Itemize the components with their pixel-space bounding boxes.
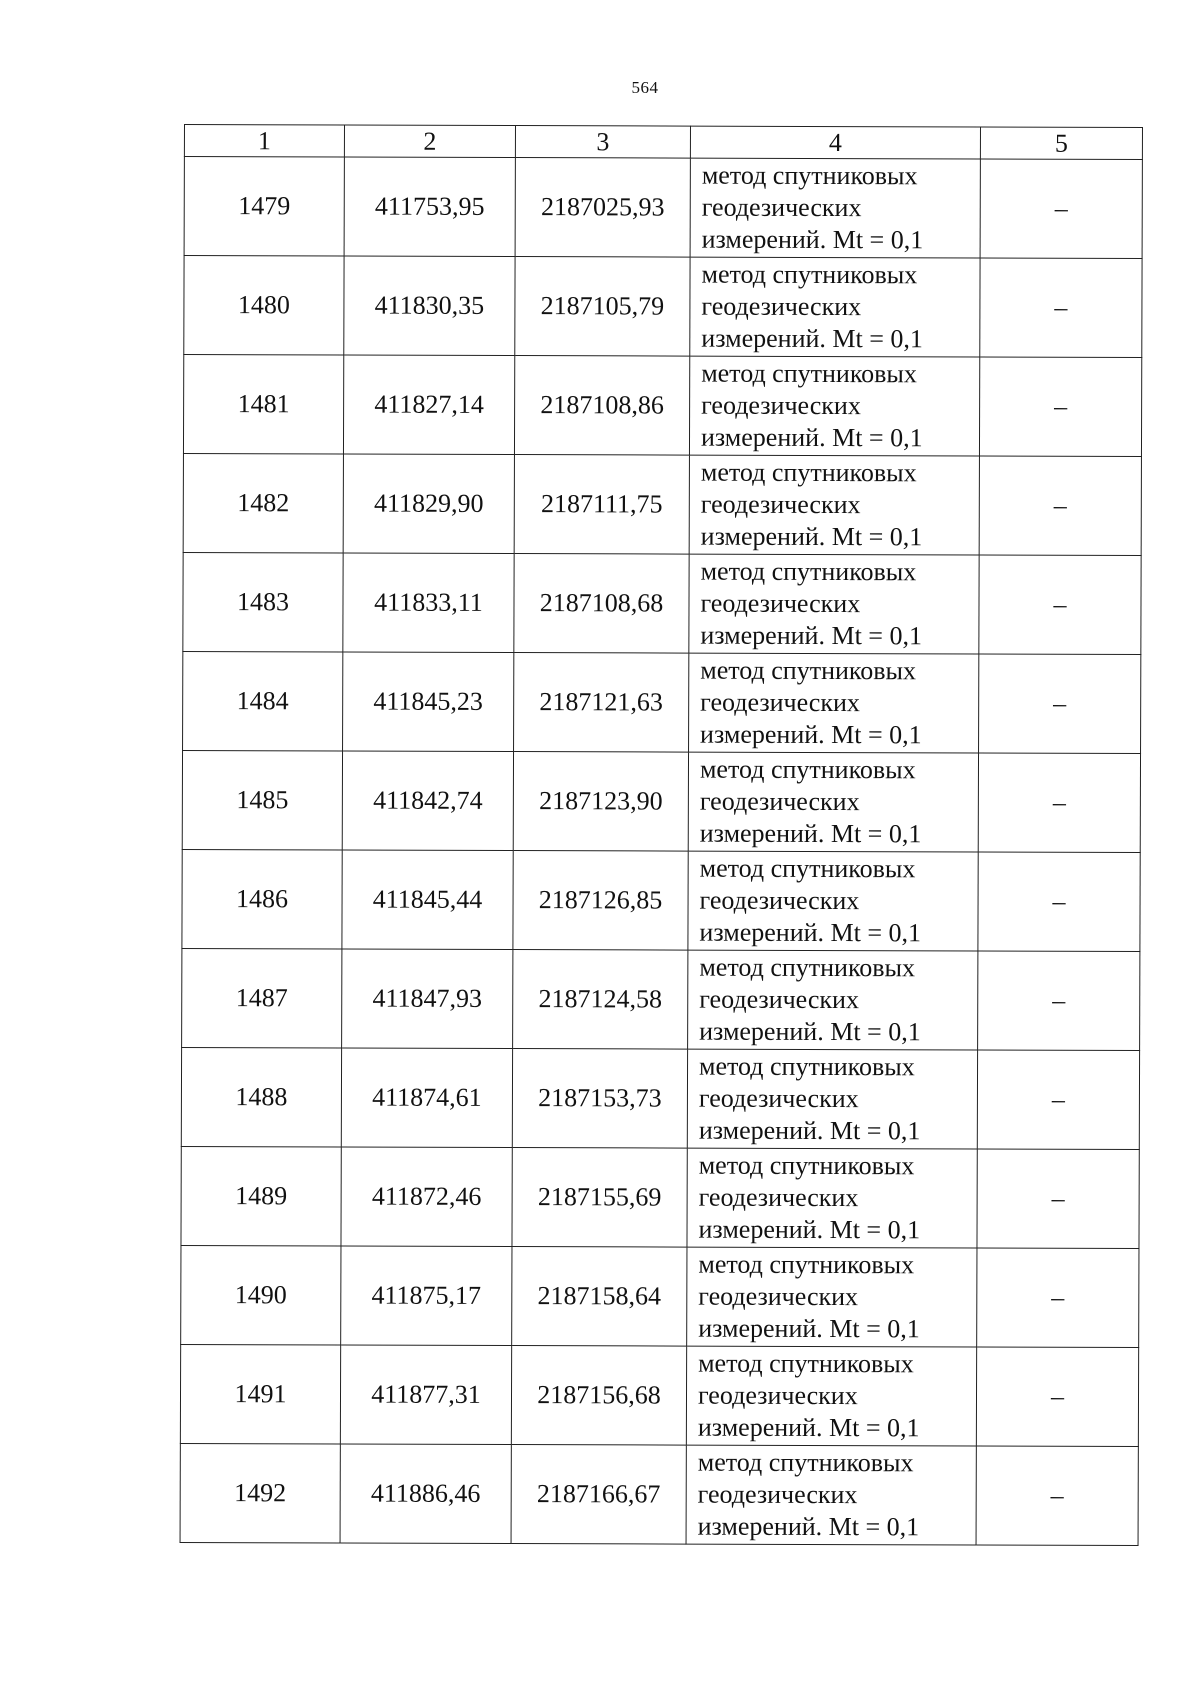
note-cell: –: [976, 1347, 1138, 1447]
page-number: 564: [631, 78, 659, 97]
table-row: [183, 355, 1141, 457]
point-number-cell: 1482: [183, 453, 343, 553]
point-number-cell: 1485: [182, 750, 342, 850]
y-coordinate-cell: 2187156,68: [511, 1346, 686, 1446]
method-cell: [688, 950, 978, 1050]
y-coordinate-cell: 2187108,86: [514, 356, 689, 456]
method-line: измерений. Mt = 0,1: [699, 1016, 921, 1047]
table-row: [182, 948, 1140, 1050]
method-cell: [690, 257, 980, 357]
method-cell: [688, 851, 978, 951]
method-cell: [690, 158, 980, 258]
coordinates-table: [180, 124, 1143, 1546]
method-cell: [686, 1346, 976, 1446]
note-cell: –: [979, 456, 1141, 556]
y-coordinate-cell: 2187108,68: [514, 554, 689, 654]
method-line: метод спутниковых: [699, 853, 916, 884]
table-row: [181, 1047, 1139, 1149]
x-coordinate-cell: 411829,90: [343, 454, 514, 554]
x-coordinate-cell: 411753,95: [344, 157, 515, 257]
method-line: метод спутниковых: [699, 952, 916, 983]
point-number-cell: 1481: [183, 355, 343, 455]
x-coordinate-cell: 411877,31: [340, 1345, 511, 1445]
method-cell: [687, 1247, 977, 1347]
method-line: геодезических: [697, 1380, 858, 1411]
method-line: метод спутниковых: [698, 1249, 915, 1280]
x-coordinate-cell: 411842,74: [342, 751, 513, 851]
table-body: [180, 157, 1142, 1546]
method-line: измерений. Mt = 0,1: [700, 521, 923, 552]
table-row: [183, 651, 1141, 753]
method-line: метод спутниковых: [700, 655, 917, 686]
note-cell: –: [978, 753, 1140, 853]
table-row: [181, 1245, 1139, 1347]
column-header-1: 1: [184, 125, 344, 158]
point-number-cell: 1490: [181, 1245, 341, 1345]
method-line: измерений. Mt = 0,1: [701, 224, 924, 255]
table-row: [183, 552, 1141, 654]
y-coordinate-cell: 2187166,67: [511, 1445, 686, 1545]
y-coordinate-cell: 2187121,63: [514, 653, 689, 753]
method-cell: [687, 1049, 977, 1149]
note-cell: –: [977, 1149, 1139, 1249]
method-line: геодезических: [698, 1083, 859, 1114]
method-cell: [687, 1148, 977, 1248]
method-line: измерений. Mt = 0,1: [698, 1313, 920, 1344]
table-row: [180, 1344, 1138, 1446]
method-line: измерений. Mt = 0,1: [700, 719, 922, 750]
x-coordinate-cell: 411833,11: [343, 553, 514, 653]
method-line: измерений. Mt = 0,1: [699, 818, 922, 849]
y-coordinate-cell: 2187126,85: [513, 851, 688, 951]
method-line: метод спутниковых: [698, 1348, 914, 1379]
table-row: [180, 1443, 1138, 1545]
method-line: геодезических: [699, 786, 860, 817]
method-line: измерений. Mt = 0,1: [698, 1214, 921, 1245]
coordinates-table-container: [180, 124, 1142, 1546]
x-coordinate-cell: 411872,46: [341, 1147, 512, 1247]
method-cell: [689, 356, 979, 456]
y-coordinate-cell: 2187123,90: [513, 752, 688, 852]
point-number-cell: 1491: [180, 1344, 340, 1444]
point-number-cell: 1483: [183, 552, 343, 652]
method-line: геодезических: [698, 1182, 859, 1213]
x-coordinate-cell: 411827,14: [343, 355, 514, 455]
point-number-cell: 1486: [182, 849, 342, 949]
point-number-cell: 1480: [184, 256, 344, 356]
method-line: геодезических: [700, 588, 861, 619]
table-row: [184, 157, 1142, 259]
method-line: геодезических: [699, 984, 860, 1015]
method-line: измерений. Mt = 0,1: [697, 1511, 920, 1542]
method-line: метод спутниковых: [701, 160, 918, 191]
x-coordinate-cell: 411886,46: [340, 1444, 511, 1544]
method-line: метод спутниковых: [699, 754, 916, 785]
x-coordinate-cell: 411875,17: [341, 1246, 512, 1346]
point-number-cell: 1492: [180, 1443, 340, 1543]
method-line: геодезических: [701, 192, 862, 223]
note-cell: –: [977, 1248, 1139, 1348]
method-line: измерений. Mt = 0,1: [697, 1412, 920, 1443]
point-number-cell: 1489: [181, 1146, 341, 1246]
column-header-2: 2: [344, 125, 515, 158]
method-cell: [689, 455, 979, 555]
method-line: метод спутниковых: [698, 1051, 915, 1082]
point-number-cell: 1488: [181, 1047, 341, 1147]
method-line: измерений. Mt = 0,1: [699, 917, 922, 948]
method-line: метод спутниковых: [701, 358, 917, 389]
method-line: измерений. Mt = 0,1: [701, 323, 923, 354]
method-line: геодезических: [701, 390, 861, 421]
method-line: геодезических: [699, 885, 860, 916]
y-coordinate-cell: 2187111,75: [514, 455, 689, 555]
y-coordinate-cell: 2187105,79: [515, 257, 690, 357]
note-cell: –: [980, 159, 1142, 259]
x-coordinate-cell: 411845,23: [343, 652, 514, 752]
method-line: метод спутниковых: [700, 556, 917, 587]
note-cell: –: [978, 852, 1140, 952]
column-header-4: 4: [690, 126, 980, 159]
note-cell: –: [979, 357, 1141, 457]
y-coordinate-cell: 2187158,64: [512, 1247, 687, 1347]
method-line: метод спутниковых: [700, 457, 917, 488]
method-line: геодезических: [697, 1479, 858, 1510]
table-row: [182, 849, 1140, 951]
y-coordinate-cell: 2187124,58: [513, 950, 688, 1050]
x-coordinate-cell: 411847,93: [342, 949, 513, 1049]
x-coordinate-cell: 411874,61: [341, 1048, 512, 1148]
note-cell: –: [978, 951, 1140, 1051]
note-cell: –: [977, 1050, 1139, 1150]
column-header-5: 5: [980, 127, 1142, 160]
method-line: геодезических: [700, 489, 861, 520]
note-cell: –: [976, 1446, 1138, 1546]
table-row: [183, 453, 1141, 555]
note-cell: –: [979, 654, 1141, 754]
table-row: [182, 750, 1140, 852]
note-cell: –: [979, 555, 1141, 655]
table-row: [184, 256, 1142, 358]
note-cell: –: [980, 258, 1142, 358]
table-row: [181, 1146, 1139, 1248]
point-number-cell: 1487: [182, 948, 342, 1048]
column-header-3: 3: [515, 126, 690, 159]
method-line: метод спутниковых: [701, 259, 918, 290]
method-line: метод спутниковых: [697, 1447, 914, 1478]
method-line: измерений. Mt = 0,1: [700, 620, 923, 651]
method-line: измерений. Mt = 0,1: [700, 422, 923, 453]
method-cell: [689, 653, 979, 753]
x-coordinate-cell: 411845,44: [342, 850, 513, 950]
point-number-cell: 1484: [183, 651, 343, 751]
method-line: метод спутниковых: [698, 1150, 915, 1181]
y-coordinate-cell: 2187155,69: [512, 1148, 687, 1248]
method-line: геодезических: [698, 1281, 859, 1312]
method-cell: [686, 1445, 976, 1545]
method-cell: [688, 752, 978, 852]
x-coordinate-cell: 411830,35: [344, 256, 515, 356]
point-number-cell: 1479: [184, 157, 344, 257]
y-coordinate-cell: 2187153,73: [512, 1049, 687, 1149]
method-line: геодезических: [700, 687, 860, 718]
method-line: геодезических: [701, 291, 862, 322]
table-header-row: [184, 125, 1142, 160]
y-coordinate-cell: 2187025,93: [515, 158, 690, 258]
method-line: измерений. Mt = 0,1: [698, 1115, 921, 1146]
method-cell: [689, 554, 979, 654]
